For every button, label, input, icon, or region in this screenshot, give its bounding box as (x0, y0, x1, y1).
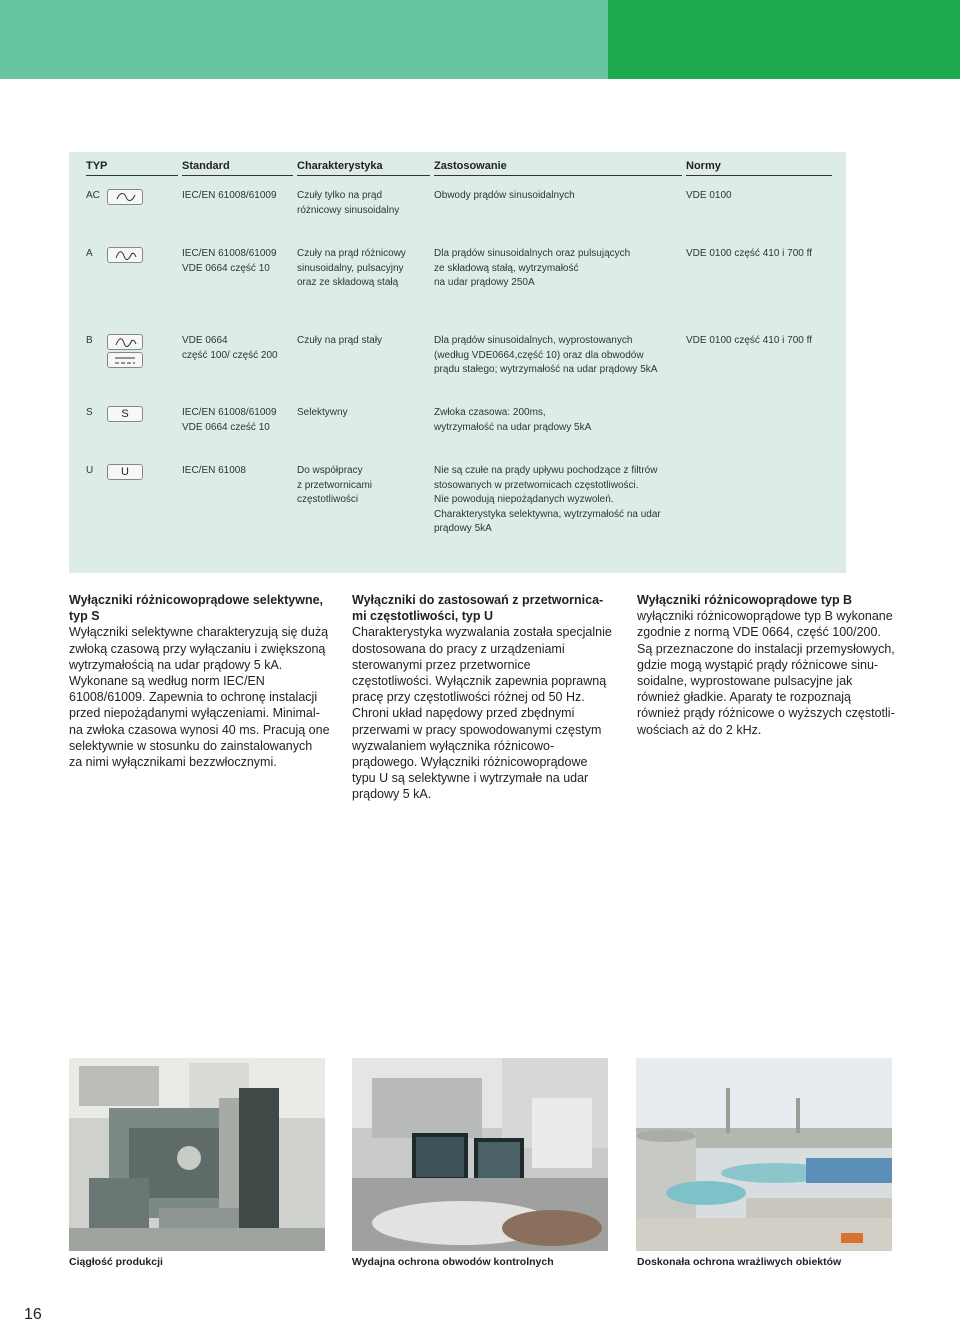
standard-cell: IEC/EN 61008/61009 (182, 190, 277, 201)
characteristic-cell: Czuły na prąd różnicowy sinusoidalny, pulsacyjny oraz ze składową stałą (297, 248, 406, 288)
dc-current-icon (107, 352, 143, 368)
type-cell: AC (86, 190, 100, 201)
photo-production-machine (69, 1058, 325, 1251)
col-header-norms: Normy (686, 160, 832, 176)
type-cell: A (86, 248, 93, 259)
application-cell: Nie są czułe na prądy upływu pochodzące z filtrów stosowanych w przetwornicach częstotliwości. Nie powodują niepożądanych wyzwoleń. Charakterystyka selektywna, wytrzymałość na udar prądowy 5kA (434, 465, 661, 534)
article-converter-type-u: Wyłączniki do zastosowań z przetwornica- mi częstotliwości, typ U Charakterystyka wyzwalania została specjalnie dostosowana do pracy z urządzeniami sterowanymi przez przetwornice częstotliwości. Wyłącznik zapewnia poprawną pracę przy częstotliwości różnej od 50 Hz. Chroni układ napędowy przed zbędnymi przerwami w pracy spowodowanymi częstym wyzwalaniem wyłącznika różnicowo- prądowego. Wyłączniki różnicowoprądowe typu U są selektywne i wytrzymałe na udar prądowy 5 kA. (352, 592, 622, 803)
caption-production: Ciągłość produkcji (69, 1256, 163, 1268)
caption-control-circuits: Wydajna ochrona obwodów kontrolnych (352, 1256, 554, 1268)
type-cell: B (86, 335, 93, 346)
article-heading: typ S (69, 609, 100, 624)
norms-cell: VDE 0100 (686, 190, 732, 201)
characteristic-cell: Czuły tylko na prąd różnicowy sinusoidalny (297, 190, 400, 216)
characteristic-cell: Do współpracy z przetwornicami częstotliwości (297, 465, 373, 505)
col-header-application: Zastosowanie (434, 160, 682, 176)
article-heading: Wyłączniki różnicowoprądowe selektywne, (69, 593, 324, 607)
norms-cell: VDE 0100 część 410 i 700 ff (686, 248, 813, 259)
converter-u-icon: U (107, 464, 143, 480)
caption-sensitive-objects: Doskonała ochrona wrażliwych obiektów (637, 1256, 842, 1268)
type-cell: U (86, 465, 94, 476)
selective-s-icon: S (107, 406, 143, 422)
application-cell: Dla prądów sinusoidalnych, wyprostowanych (według VDE0664,część 10) oraz dla obwodów prądu stałego; wytrzymałość na udar prądowy 5kA (434, 335, 658, 375)
type-cell: S (86, 407, 93, 418)
header-band-right (608, 0, 960, 79)
col-header-type: TYP (86, 160, 178, 176)
standard-cell: IEC/EN 61008/61009 VDE 0664 cześć 10 (182, 407, 277, 433)
norms-cell: VDE 0100 część 410 i 700 ff (686, 335, 813, 346)
standard-cell: VDE 0664 część 100/ część 200 (182, 335, 278, 361)
application-cell: Obwody prądów sinusoidalnych (434, 190, 575, 201)
article-heading: mi częstotliwości, typ U (352, 609, 494, 624)
header-band-left (0, 0, 608, 79)
characteristic-cell: Selektywny (297, 407, 348, 418)
article-heading: Wyłączniki różnicowoprądowe typ B (637, 593, 853, 607)
sine-wave-icon (107, 189, 143, 205)
article-selective-type-s: Wyłączniki różnicowoprądowe selektywne, typ S Wyłączniki selektywne charakteryzują się dużą zwłoką czasową przy wyłączaniu i zwiększoną wytrzymałością na udar prądowy 5 kA. Wykonane są według norm IEC/EN 61008/61009. Zapewnia to ochronę instalacji przed niepożądanymi wyłączeniami. Minimal- na zwłoka czasowa wynosi 40 ms. Pracują one selektywnie w stosunku do zainstalowanych za nimi wyłącznikami bezzwłocznymi. (69, 592, 339, 770)
standard-cell: IEC/EN 61008 (182, 465, 246, 476)
article-type-b: Wyłączniki różnicowoprądowe typ B wyłączniki różnicowoprądowe typ B wykonane zgodnie z normą VDE 0664, część 100/200. Są przeznaczone do instalacji przemysłowych, gdzie mogą wystąpić prądy różnicowe sinu- soidalne, wyprostowane pulsacyjne jak również gładkie. Aparaty te rozpoznają również prądy różnicowe o wyższych częstotli- wościach aż do 2 kHz. (637, 592, 907, 738)
pulsating-wave-icon (107, 334, 143, 350)
application-cell: Zwłoka czasowa: 200ms, wytrzymałość na udar prądowy 5kA (434, 407, 592, 433)
standard-cell: IEC/EN 61008/61009 VDE 0664 część 10 (182, 248, 277, 274)
application-cell: Dla prądów sinusoidalnych oraz pulsujących ze składową stałą, wytrzymałość na udar prądowy 250A (434, 248, 631, 288)
rcd-types-table (69, 152, 846, 573)
characteristic-cell: Czuły na prąd stały (297, 335, 383, 346)
photo-control-room-monitors (352, 1058, 608, 1251)
col-header-characteristic: Charakterystyka (297, 160, 430, 176)
article-heading: Wyłączniki do zastosowań z przetwornica- (352, 593, 604, 607)
page-number: 16 (24, 1306, 42, 1323)
col-header-standard: Standard (182, 160, 293, 176)
pulsating-wave-icon (107, 247, 143, 263)
photo-industrial-facility (636, 1058, 892, 1251)
